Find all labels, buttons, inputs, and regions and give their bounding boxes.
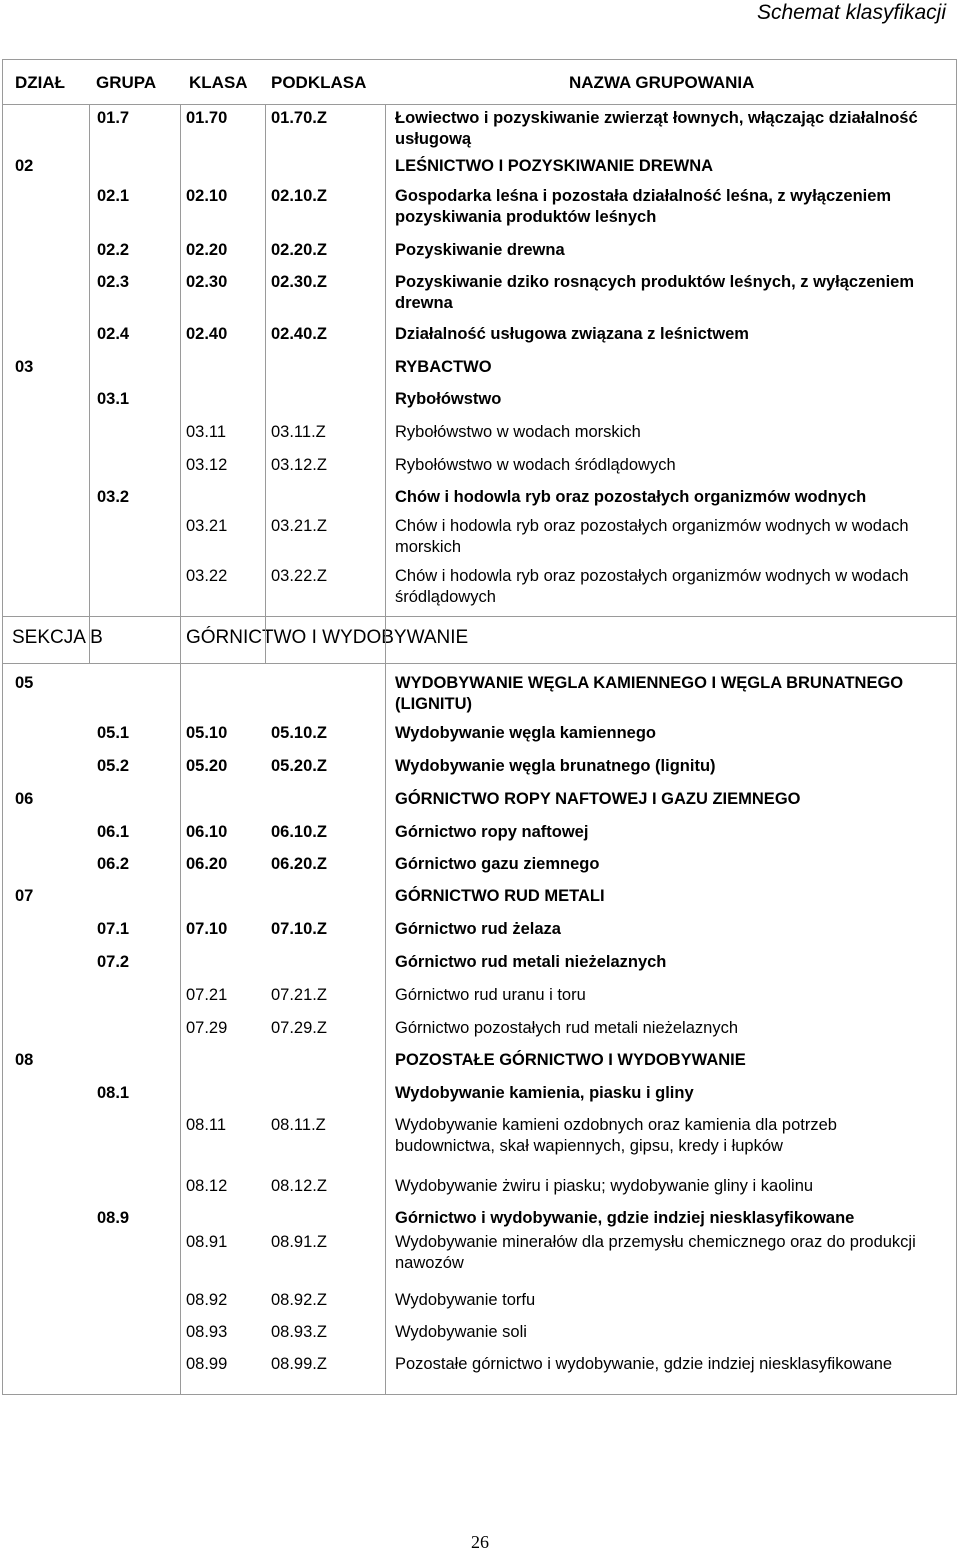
page-number: 26 bbox=[471, 1532, 489, 1552]
cell-klasa: 08.11 bbox=[186, 1116, 227, 1134]
cell-name: GÓRNICTWO ROPY NAFTOWEJ I GAZU ZIEMNEGO bbox=[395, 790, 801, 808]
cell-name: Wydobywanie torfu bbox=[395, 1291, 536, 1309]
cell-dzial: 07 bbox=[15, 887, 34, 905]
cell-klasa: 02.40 bbox=[186, 325, 228, 343]
cell-grupa: 02.2 bbox=[97, 241, 130, 259]
cell-klasa: 05.20 bbox=[186, 757, 228, 775]
column-divider bbox=[265, 104, 266, 664]
cell-name: Łowiectwo i pozyskiwanie zwierząt łownych, włączając działalność usługową bbox=[395, 109, 918, 148]
cell-name: Pozyskiwanie drewna bbox=[395, 241, 565, 259]
cell-podklasa: 02.30.Z bbox=[271, 273, 327, 291]
cell-klasa: 02.20 bbox=[186, 241, 228, 259]
cell-name: Górnictwo pozostałych rud metali nieżelaznych bbox=[395, 1019, 738, 1037]
cell-grupa: 03.1 bbox=[97, 390, 130, 408]
cell-podklasa: 02.20.Z bbox=[271, 241, 327, 259]
cell-podklasa: 03.22.Z bbox=[271, 567, 327, 585]
cell-podklasa: 08.91.Z bbox=[271, 1233, 327, 1251]
cell-grupa: 05.1 bbox=[97, 724, 130, 742]
cell-name: Chów i hodowla ryb oraz pozostałych organizmów wodnych bbox=[395, 488, 867, 506]
cell-name: Działalność usługowa związana z leśnictwem bbox=[395, 325, 749, 343]
cell-grupa: 06.2 bbox=[97, 855, 130, 873]
cell-dzial: 08 bbox=[15, 1051, 34, 1069]
cell-klasa: 08.99 bbox=[186, 1355, 228, 1373]
cell-name: Rybołówstwo w wodach śródlądowych bbox=[395, 456, 676, 474]
cell-name: Wydobywanie węgla kamiennego bbox=[395, 724, 657, 742]
cell-name: Wydobywanie kamienia, piasku i gliny bbox=[395, 1084, 694, 1102]
cell-name: Wydobywanie minerałów dla przemysłu chemicznego oraz do produkcji nawozów bbox=[395, 1233, 916, 1272]
cell-podklasa: 08.11.Z bbox=[271, 1116, 326, 1134]
cell-name: RYBACTWO bbox=[395, 358, 492, 376]
cell-name: POZOSTAŁE GÓRNICTWO I WYDOBYWANIE bbox=[395, 1051, 746, 1069]
cell-name: Wydobywanie żwiru i piasku; wydobywanie gliny i kaolinu bbox=[395, 1177, 814, 1195]
cell-klasa: 02.10 bbox=[186, 187, 228, 205]
cell-klasa: 08.12 bbox=[186, 1177, 228, 1195]
row-divider bbox=[3, 663, 956, 664]
cell-grupa: 03.2 bbox=[97, 488, 130, 506]
cell-name: Pozyskiwanie dziko rosnących produktów leśnych, z wyłączeniem drewna bbox=[395, 273, 915, 312]
cell-klasa: 06.20 bbox=[186, 855, 228, 873]
cell-podklasa: 08.99.Z bbox=[271, 1355, 327, 1373]
cell-grupa: 05.2 bbox=[97, 757, 130, 775]
header-dzial: DZIAŁ bbox=[15, 73, 66, 92]
cell-podklasa: 07.29.Z bbox=[271, 1019, 327, 1037]
row-divider bbox=[3, 616, 956, 617]
cell-podklasa: 07.21.Z bbox=[271, 986, 327, 1004]
cell-grupa: 01.7 bbox=[97, 109, 130, 127]
cell-klasa: 05.10 bbox=[186, 724, 228, 742]
cell-name: Górnictwo rud uranu i toru bbox=[395, 986, 586, 1004]
column-divider bbox=[89, 104, 90, 664]
header-klasa: KLASA bbox=[189, 73, 248, 92]
cell-grupa: 08.9 bbox=[97, 1209, 130, 1227]
cell-name: Wydobywanie węgla brunatnego (lignitu) bbox=[395, 757, 716, 775]
cell-grupa: 02.3 bbox=[97, 273, 130, 291]
cell-podklasa: 07.10.Z bbox=[271, 920, 327, 938]
cell-klasa: 02.30 bbox=[186, 273, 228, 291]
header-nazwa: NAZWA GRUPOWANIA bbox=[569, 73, 755, 92]
cell-podklasa: 02.40.Z bbox=[271, 325, 327, 343]
cell-podklasa: 05.10.Z bbox=[271, 724, 327, 742]
section-name: GÓRNICTWO I WYDOBYWANIE bbox=[186, 627, 469, 648]
header-grupa: GRUPA bbox=[96, 73, 157, 92]
cell-name: Rybołówstwo bbox=[395, 390, 502, 408]
column-divider bbox=[180, 663, 181, 1394]
cell-grupa: 08.1 bbox=[97, 1084, 130, 1102]
cell-klasa: 06.10 bbox=[186, 823, 228, 841]
cell-grupa: 07.1 bbox=[97, 920, 130, 938]
cell-name: Chów i hodowla ryb oraz pozostałych organizmów wodnych w wodach śródlądowych bbox=[395, 567, 909, 606]
cell-name: Chów i hodowla ryb oraz pozostałych organizmów wodnych w wodach morskich bbox=[395, 517, 909, 556]
classification-table bbox=[2, 59, 957, 1395]
cell-name: LEŚNICTWO I POZYSKIWANIE DREWNA bbox=[395, 157, 714, 175]
cell-podklasa: 08.93.Z bbox=[271, 1323, 327, 1341]
cell-name: Gospodarka leśna i pozostała działalność leśna, z wyłączeniem pozyskiwania produktów leśnych bbox=[395, 187, 892, 226]
cell-dzial: 02 bbox=[15, 157, 34, 175]
cell-grupa: 06.1 bbox=[97, 823, 130, 841]
section-code: SEKCJA B bbox=[12, 627, 103, 648]
cell-klasa: 03.22 bbox=[186, 567, 228, 585]
cell-klasa: 01.70 bbox=[186, 109, 228, 127]
cell-dzial: 06 bbox=[15, 790, 34, 808]
cell-podklasa: 03.12.Z bbox=[271, 456, 327, 474]
cell-podklasa: 03.21.Z bbox=[271, 517, 327, 535]
cell-klasa: 07.10 bbox=[186, 920, 228, 938]
cell-podklasa: 05.20.Z bbox=[271, 757, 327, 775]
cell-name: Górnictwo ropy naftowej bbox=[395, 823, 589, 841]
cell-klasa: 03.21 bbox=[186, 517, 228, 535]
cell-podklasa: 06.10.Z bbox=[271, 823, 327, 841]
cell-name: Rybołówstwo w wodach morskich bbox=[395, 423, 641, 441]
cell-klasa: 08.91 bbox=[186, 1233, 228, 1251]
column-divider bbox=[385, 663, 386, 1394]
cell-podklasa: 02.10.Z bbox=[271, 187, 327, 205]
running-head: Schemat klasyfikacji bbox=[756, 1, 946, 24]
cell-podklasa: 06.20.Z bbox=[271, 855, 327, 873]
table-header bbox=[3, 60, 956, 105]
cell-klasa: 08.92 bbox=[186, 1291, 228, 1309]
cell-klasa: 03.12 bbox=[186, 456, 228, 474]
cell-podklasa: 01.70.Z bbox=[271, 109, 327, 127]
cell-grupa: 02.4 bbox=[97, 325, 130, 343]
cell-name: WYDOBYWANIE WĘGLA KAMIENNEGO I WĘGLA BRUNATNEGO (LIGNITU) bbox=[395, 674, 904, 713]
cell-klasa: 08.93 bbox=[186, 1323, 228, 1341]
column-divider bbox=[180, 104, 181, 664]
cell-klasa: 03.11 bbox=[186, 423, 227, 441]
header-podklasa: PODKLASA bbox=[271, 73, 367, 92]
cell-podklasa: 08.92.Z bbox=[271, 1291, 327, 1309]
cell-name: Pozostałe górnictwo i wydobywanie, gdzie indziej niesklasyfikowane bbox=[395, 1355, 893, 1373]
cell-klasa: 07.21 bbox=[186, 986, 228, 1004]
cell-dzial: 03 bbox=[15, 358, 34, 376]
column-divider bbox=[385, 104, 386, 664]
cell-name: Górnictwo gazu ziemnego bbox=[395, 855, 600, 873]
cell-dzial: 05 bbox=[15, 674, 34, 692]
cell-name: Górnictwo rud żelaza bbox=[395, 920, 561, 938]
cell-name: Górnictwo i wydobywanie, gdzie indziej niesklasyfikowane bbox=[395, 1209, 855, 1227]
cell-name: GÓRNICTWO RUD METALI bbox=[395, 887, 605, 905]
cell-name: Wydobywanie soli bbox=[395, 1323, 527, 1341]
cell-grupa: 02.1 bbox=[97, 187, 130, 205]
cell-podklasa: 03.11.Z bbox=[271, 423, 326, 441]
cell-grupa: 07.2 bbox=[97, 953, 130, 971]
cell-name: Górnictwo rud metali nieżelaznych bbox=[395, 953, 667, 971]
cell-podklasa: 08.12.Z bbox=[271, 1177, 327, 1195]
cell-klasa: 07.29 bbox=[186, 1019, 228, 1037]
cell-name: Wydobywanie kamieni ozdobnych oraz kamienia dla potrzeb budownictwa, skał wapiennych, gipsu, kredy i łupków bbox=[395, 1116, 837, 1155]
